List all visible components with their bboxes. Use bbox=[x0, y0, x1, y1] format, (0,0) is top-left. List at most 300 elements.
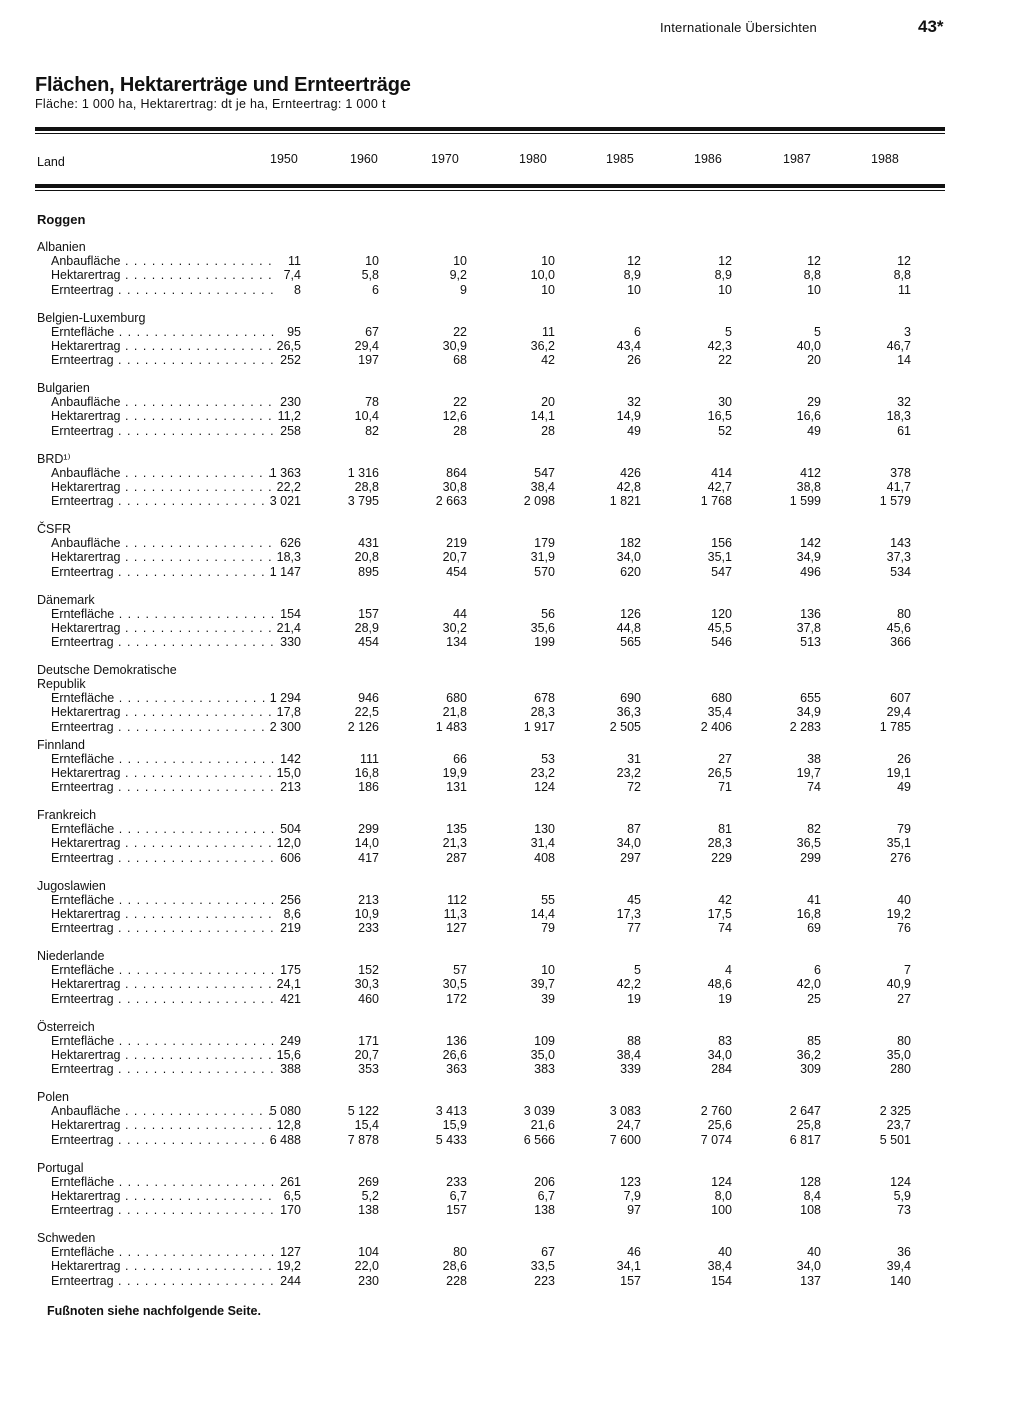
table-cell: 366 bbox=[890, 635, 911, 650]
table-cell: 363 bbox=[446, 1062, 467, 1077]
table-cell: 8,8 bbox=[803, 268, 821, 283]
table-row bbox=[35, 635, 910, 649]
table-cell: 534 bbox=[890, 564, 911, 579]
table-cell: 3 795 bbox=[347, 494, 379, 509]
table-cell: 8,6 bbox=[283, 906, 301, 921]
table-cell: 5 080 bbox=[269, 1104, 301, 1118]
country-block bbox=[35, 949, 910, 1020]
table-cell: 353 bbox=[358, 1062, 379, 1077]
row-label: Erntefläche . . . bbox=[51, 1245, 276, 1259]
table-cell: 895 bbox=[358, 564, 379, 579]
table-cell: 73 bbox=[897, 1203, 911, 1218]
table-cell: 38,4 bbox=[707, 1259, 732, 1274]
table-cell: 142 bbox=[280, 751, 301, 766]
table-cell: 72 bbox=[627, 780, 641, 795]
table-row bbox=[35, 977, 910, 991]
table-cell: 142 bbox=[800, 536, 821, 550]
row-label: Hektarertrag . . . bbox=[51, 907, 276, 921]
table-cell: 9,2 bbox=[449, 268, 467, 283]
table-row bbox=[35, 921, 910, 935]
table-cell: 11 bbox=[898, 282, 911, 297]
table-cell: 678 bbox=[534, 691, 555, 705]
table-cell: 25 bbox=[807, 991, 821, 1006]
table-cell: 8,9 bbox=[714, 268, 732, 283]
section-heading-roggen: Roggen bbox=[37, 212, 86, 227]
table-cell: 228 bbox=[446, 1273, 467, 1288]
row-label: Hektarertrag . . . bbox=[51, 621, 276, 635]
table-cell: 504 bbox=[280, 822, 301, 836]
table-cell: 179 bbox=[534, 536, 555, 550]
table-cell: 3 039 bbox=[523, 1104, 555, 1118]
table-cell: 42,8 bbox=[616, 479, 641, 494]
row-label: Anbaufläche . . . bbox=[51, 254, 276, 268]
table-cell: 280 bbox=[890, 1062, 911, 1077]
table-cell: 21,4 bbox=[276, 620, 301, 635]
table-cell: 5 bbox=[725, 324, 732, 339]
table-cell: 1 917 bbox=[523, 719, 555, 734]
country-block bbox=[35, 452, 910, 523]
table-cell: 126 bbox=[620, 606, 641, 621]
table-cell: 53 bbox=[541, 751, 555, 766]
table-cell: 42,7 bbox=[707, 479, 732, 494]
table-cell: 22,2 bbox=[276, 479, 301, 494]
table-row bbox=[35, 268, 910, 282]
table-cell: 21,6 bbox=[530, 1118, 555, 1133]
table-cell: 431 bbox=[358, 536, 379, 550]
table-cell: 197 bbox=[358, 353, 379, 368]
table-cell: 4 bbox=[725, 963, 732, 977]
table-cell: 6 bbox=[634, 324, 641, 339]
table-cell: 68 bbox=[453, 353, 467, 368]
table-row bbox=[35, 992, 910, 1006]
column-header-1985: 1985 bbox=[606, 152, 634, 166]
table-cell: 34,0 bbox=[616, 836, 641, 851]
table-cell: 256 bbox=[280, 892, 301, 907]
column-header-1950: 1950 bbox=[270, 152, 298, 166]
table-cell: 45,5 bbox=[707, 620, 732, 635]
column-header-1988: 1988 bbox=[871, 152, 899, 166]
table-cell: 570 bbox=[534, 564, 555, 579]
table-cell: 127 bbox=[446, 921, 467, 936]
country-block bbox=[35, 593, 910, 664]
row-label: Ernteertrag . . . bbox=[51, 992, 276, 1006]
table-cell: 11 bbox=[288, 254, 301, 268]
table-cell: 120 bbox=[711, 606, 732, 621]
table-cell: 408 bbox=[534, 850, 555, 865]
table-cell: 233 bbox=[446, 1174, 467, 1189]
table-cell: 12,0 bbox=[276, 836, 301, 851]
table-row bbox=[35, 705, 910, 719]
table-cell: 49 bbox=[897, 780, 911, 795]
row-label: Hektarertrag . . . bbox=[51, 550, 276, 564]
country-name: Dänemark bbox=[37, 592, 95, 607]
table-cell: 46 bbox=[627, 1245, 641, 1259]
table-cell: 7 878 bbox=[347, 1132, 379, 1147]
table-cell: 108 bbox=[800, 1203, 821, 1218]
table-cell: 109 bbox=[534, 1033, 555, 1048]
table-cell: 28,6 bbox=[442, 1259, 467, 1274]
country-name: Niederlande bbox=[37, 949, 105, 963]
table-cell: 14,0 bbox=[354, 836, 379, 851]
table-cell: 157 bbox=[446, 1203, 467, 1218]
table-cell: 88 bbox=[627, 1033, 641, 1048]
table-cell: 1 785 bbox=[879, 719, 911, 734]
table-cell: 95 bbox=[287, 324, 301, 339]
table-cell: 230 bbox=[358, 1273, 379, 1288]
table-cell: 22,5 bbox=[354, 705, 379, 720]
table-cell: 17,3 bbox=[616, 906, 641, 921]
table-cell: 140 bbox=[890, 1273, 911, 1288]
table-cell: 2 663 bbox=[435, 494, 467, 509]
table-cell: 37,3 bbox=[886, 550, 911, 565]
country-block bbox=[35, 311, 910, 382]
country-block bbox=[35, 1231, 910, 1302]
table-cell: 39,7 bbox=[530, 977, 555, 992]
top-rule bbox=[35, 127, 945, 131]
table-cell: 11 bbox=[542, 324, 555, 339]
table-cell: 22 bbox=[453, 324, 467, 339]
table-row bbox=[35, 494, 910, 508]
table-cell: 128 bbox=[800, 1174, 821, 1189]
table-cell: 1 316 bbox=[347, 465, 379, 480]
country-block bbox=[35, 808, 910, 879]
country-name: ČSFR bbox=[37, 522, 72, 536]
table-cell: 87 bbox=[627, 822, 641, 836]
table-cell: 864 bbox=[446, 465, 467, 480]
table-cell: 52 bbox=[718, 423, 732, 438]
table-cell: 11,3 bbox=[443, 906, 467, 921]
table-row bbox=[35, 536, 910, 550]
column-header-1986: 1986 bbox=[694, 152, 722, 166]
row-label: Ernteertrag . . . bbox=[51, 1062, 276, 1076]
table-cell: 10,9 bbox=[354, 906, 379, 921]
table-cell: 8,8 bbox=[893, 268, 911, 283]
table-cell: 21,3 bbox=[442, 836, 467, 851]
table-cell: 48,6 bbox=[707, 977, 732, 992]
table-cell: 249 bbox=[280, 1033, 301, 1048]
table-cell: 460 bbox=[358, 991, 379, 1006]
table-cell: 74 bbox=[807, 780, 821, 795]
table-cell: 79 bbox=[541, 921, 555, 936]
country-name: Frankreich bbox=[37, 808, 97, 822]
table-cell: 31 bbox=[627, 751, 641, 766]
table-cell: 2 325 bbox=[879, 1104, 911, 1118]
table-cell: 655 bbox=[800, 691, 821, 705]
table-cell: 36,2 bbox=[796, 1047, 821, 1062]
table-cell: 26 bbox=[897, 751, 911, 766]
table-cell: 82 bbox=[807, 822, 821, 836]
table-cell: 135 bbox=[446, 822, 467, 836]
row-label: Hektarertrag . . . bbox=[51, 480, 276, 494]
table-cell: 12 bbox=[718, 254, 732, 268]
country-block bbox=[35, 1161, 910, 1232]
header-rule-thin bbox=[35, 190, 945, 191]
table-row bbox=[35, 550, 910, 564]
table-cell: 5 501 bbox=[879, 1132, 911, 1147]
table-cell: 41 bbox=[807, 892, 821, 907]
table-cell: 35,0 bbox=[530, 1047, 555, 1062]
table-cell: 43,4 bbox=[616, 338, 641, 353]
table-cell: 8,4 bbox=[803, 1188, 821, 1203]
table-cell: 170 bbox=[280, 1203, 301, 1218]
table-cell: 40,9 bbox=[886, 977, 911, 992]
table-cell: 97 bbox=[627, 1203, 641, 1218]
table-cell: 3 021 bbox=[269, 494, 301, 509]
table-cell: 35,6 bbox=[530, 620, 555, 635]
table-cell: 26,5 bbox=[276, 338, 301, 353]
table-cell: 28,8 bbox=[354, 479, 379, 494]
table-cell: 31,9 bbox=[530, 550, 555, 565]
row-label: Ernteertrag . . . bbox=[51, 635, 276, 649]
table-cell: 547 bbox=[711, 564, 732, 579]
table-cell: 297 bbox=[620, 850, 641, 865]
table-cell: 33,5 bbox=[530, 1259, 555, 1274]
table-cell: 496 bbox=[800, 564, 821, 579]
table-row bbox=[35, 822, 910, 836]
row-label: Hektarertrag . . . bbox=[51, 268, 276, 282]
table-row bbox=[35, 1118, 910, 1132]
table-cell: 38,8 bbox=[796, 479, 821, 494]
table-cell: 20 bbox=[541, 395, 555, 409]
table-cell: 30,8 bbox=[442, 479, 467, 494]
table-row bbox=[35, 836, 910, 850]
table-row bbox=[35, 607, 910, 621]
table-cell: 42,2 bbox=[616, 977, 641, 992]
country-block bbox=[35, 663, 910, 738]
row-label: Anbaufläche . . . bbox=[51, 395, 276, 409]
table-cell: 7,4 bbox=[283, 268, 301, 283]
table-cell: 154 bbox=[280, 606, 301, 621]
table-cell: 6,7 bbox=[449, 1188, 467, 1203]
table-cell: 513 bbox=[800, 635, 821, 650]
table-cell: 12 bbox=[897, 254, 911, 268]
table-cell: 12 bbox=[627, 254, 641, 268]
table-cell: 9 bbox=[460, 282, 467, 297]
table-title: Flächen, Hektarerträge und Ernteerträge bbox=[35, 74, 411, 96]
table-cell: 690 bbox=[620, 691, 641, 705]
country-block bbox=[35, 879, 910, 950]
table-cell: 199 bbox=[534, 635, 555, 650]
table-cell: 19 bbox=[718, 991, 732, 1006]
table-cell: 69 bbox=[807, 921, 821, 936]
table-cell: 19,1 bbox=[886, 765, 911, 780]
table-cell: 80 bbox=[897, 606, 911, 621]
table-cell: 40 bbox=[718, 1245, 732, 1259]
table-cell: 412 bbox=[800, 465, 821, 480]
table-row bbox=[35, 325, 910, 339]
row-label: Ernteertrag . . . bbox=[51, 851, 276, 865]
table-cell: 154 bbox=[711, 1273, 732, 1288]
table-cell: 8 bbox=[294, 282, 301, 297]
table-row bbox=[35, 565, 910, 579]
table-cell: 219 bbox=[446, 536, 467, 550]
table-cell: 1 294 bbox=[269, 691, 301, 705]
table-cell: 46,7 bbox=[886, 338, 911, 353]
table-cell: 2 126 bbox=[347, 719, 379, 734]
table-cell: 6,7 bbox=[537, 1188, 555, 1203]
table-row bbox=[35, 621, 910, 635]
table-cell: 124 bbox=[890, 1174, 911, 1189]
table-cell: 127 bbox=[280, 1245, 301, 1259]
table-cell: 29 bbox=[807, 395, 821, 409]
table-cell: 44,8 bbox=[616, 620, 641, 635]
table-row bbox=[35, 851, 910, 865]
table-cell: 2 300 bbox=[269, 719, 301, 734]
table-cell: 12,8 bbox=[276, 1118, 301, 1133]
table-cell: 16,5 bbox=[707, 409, 732, 424]
table-cell: 1 768 bbox=[700, 494, 732, 509]
table-cell: 24,1 bbox=[276, 977, 301, 992]
table-cell: 28 bbox=[453, 423, 467, 438]
table-row bbox=[35, 691, 910, 705]
table-cell: 21,8 bbox=[442, 705, 467, 720]
table-cell: 45,6 bbox=[886, 620, 911, 635]
table-cell: 134 bbox=[446, 635, 467, 650]
table-cell: 30 bbox=[718, 395, 732, 409]
table-cell: 14 bbox=[897, 353, 911, 368]
row-label: Erntefläche . . . bbox=[51, 752, 276, 766]
table-cell: 38,4 bbox=[616, 1047, 641, 1062]
country-block bbox=[35, 522, 910, 593]
table-cell: 78 bbox=[365, 395, 379, 409]
row-label: Hektarertrag . . . bbox=[51, 339, 276, 353]
table-cell: 39,4 bbox=[886, 1259, 911, 1274]
table-row bbox=[35, 1274, 910, 1288]
table-cell: 5 433 bbox=[435, 1132, 467, 1147]
table-cell: 11,2 bbox=[277, 409, 301, 424]
table-cell: 10 bbox=[541, 282, 555, 297]
table-row bbox=[35, 893, 910, 907]
row-label: Hektarertrag . . . bbox=[51, 705, 276, 719]
country-name: Portugal bbox=[37, 1160, 84, 1175]
table-cell: 79 bbox=[897, 822, 911, 836]
table-cell: 76 bbox=[897, 921, 911, 936]
table-cell: 8,0 bbox=[714, 1188, 732, 1203]
table-cell: 287 bbox=[446, 850, 467, 865]
table-cell: 414 bbox=[711, 465, 732, 480]
table-cell: 258 bbox=[280, 423, 301, 438]
table-cell: 104 bbox=[358, 1245, 379, 1259]
table-cell: 276 bbox=[890, 850, 911, 865]
table-cell: 339 bbox=[620, 1062, 641, 1077]
table-row bbox=[35, 395, 910, 409]
table-cell: 130 bbox=[534, 822, 555, 836]
table-cell: 34,0 bbox=[616, 550, 641, 565]
table-cell: 946 bbox=[358, 691, 379, 705]
country-block bbox=[35, 1020, 910, 1091]
table-cell: 80 bbox=[897, 1033, 911, 1048]
table-cell: 143 bbox=[890, 536, 911, 550]
table-row bbox=[35, 1062, 910, 1076]
table-cell: 175 bbox=[280, 963, 301, 977]
table-cell: 172 bbox=[446, 991, 467, 1006]
table-row bbox=[35, 780, 910, 794]
row-label: Hektarertrag . . . bbox=[51, 766, 276, 780]
table-cell: 131 bbox=[446, 780, 467, 795]
row-label: Ernteertrag . . . bbox=[51, 494, 276, 508]
table-cell: 124 bbox=[534, 780, 555, 795]
table-cell: 20 bbox=[807, 353, 821, 368]
table-row bbox=[35, 1189, 910, 1203]
table-cell: 42,0 bbox=[796, 977, 821, 992]
table-cell: 15,4 bbox=[354, 1118, 379, 1133]
row-label: Ernteertrag . . . bbox=[51, 1274, 276, 1288]
top-rule-thin bbox=[35, 133, 945, 134]
row-label: Erntefläche . . . bbox=[51, 325, 276, 339]
table-cell: 2 505 bbox=[609, 719, 641, 734]
table-cell: 32 bbox=[897, 395, 911, 409]
table-cell: 607 bbox=[890, 691, 911, 705]
column-header-1987: 1987 bbox=[783, 152, 811, 166]
table-cell: 31,4 bbox=[530, 836, 555, 851]
row-label: Anbaufläche . . . bbox=[51, 536, 276, 550]
table-cell: 378 bbox=[890, 465, 911, 480]
row-label: Hektarertrag . . . bbox=[51, 977, 276, 991]
country-name: BRD¹⁾ bbox=[37, 451, 71, 466]
table-cell: 30,2 bbox=[442, 620, 467, 635]
table-cell: 112 bbox=[447, 892, 467, 907]
table-cell: 57 bbox=[453, 963, 467, 977]
row-label: Ernteertrag . . . bbox=[51, 353, 276, 367]
table-cell: 19,7 bbox=[796, 765, 821, 780]
table-cell: 66 bbox=[453, 751, 467, 766]
row-label: Hektarertrag . . . bbox=[51, 409, 276, 423]
table-cell: 284 bbox=[711, 1062, 732, 1077]
table-cell: 74 bbox=[718, 921, 732, 936]
table-cell: 28,3 bbox=[707, 836, 732, 851]
table-cell: 36,2 bbox=[530, 338, 555, 353]
table-row bbox=[35, 353, 910, 367]
table-cell: 19,9 bbox=[442, 765, 467, 780]
table-cell: 223 bbox=[534, 1273, 555, 1288]
table-cell: 309 bbox=[800, 1062, 821, 1077]
table-cell: 7 600 bbox=[609, 1132, 641, 1147]
table-cell: 2 406 bbox=[700, 719, 732, 734]
table-row bbox=[35, 1104, 910, 1118]
table-cell: 261 bbox=[280, 1174, 301, 1189]
running-header: Internationale Übersichten bbox=[660, 20, 817, 35]
row-label: Ernteertrag . . . bbox=[51, 780, 276, 794]
table-cell: 26,6 bbox=[442, 1047, 467, 1062]
table-cell: 15,0 bbox=[276, 765, 301, 780]
table-cell: 12 bbox=[807, 254, 821, 268]
table-cell: 626 bbox=[280, 536, 301, 550]
table-cell: 18,3 bbox=[276, 550, 301, 565]
table-row bbox=[35, 339, 910, 353]
table-cell: 23,2 bbox=[616, 765, 641, 780]
table-cell: 136 bbox=[446, 1033, 467, 1048]
table-cell: 124 bbox=[711, 1174, 732, 1189]
table-cell: 30,9 bbox=[442, 338, 467, 353]
row-label: Erntefläche . . . bbox=[51, 1034, 276, 1048]
table-cell: 14,1 bbox=[530, 409, 555, 424]
row-label: Erntefläche . . . bbox=[51, 607, 276, 621]
table-cell: 15,6 bbox=[276, 1047, 301, 1062]
table-cell: 3 413 bbox=[435, 1104, 467, 1118]
table-row bbox=[35, 254, 910, 268]
table-cell: 157 bbox=[620, 1273, 641, 1288]
table-cell: 83 bbox=[718, 1033, 732, 1048]
table-cell: 56 bbox=[541, 606, 555, 621]
row-label: Ernteertrag . . . bbox=[51, 565, 276, 579]
table-cell: 620 bbox=[620, 564, 641, 579]
table-cell: 299 bbox=[358, 822, 379, 836]
table-cell: 26 bbox=[627, 353, 641, 368]
row-label: Ernteertrag . . . bbox=[51, 424, 276, 438]
table-cell: 229 bbox=[711, 850, 732, 865]
table-cell: 28,3 bbox=[530, 705, 555, 720]
table-cell: 22 bbox=[718, 353, 732, 368]
